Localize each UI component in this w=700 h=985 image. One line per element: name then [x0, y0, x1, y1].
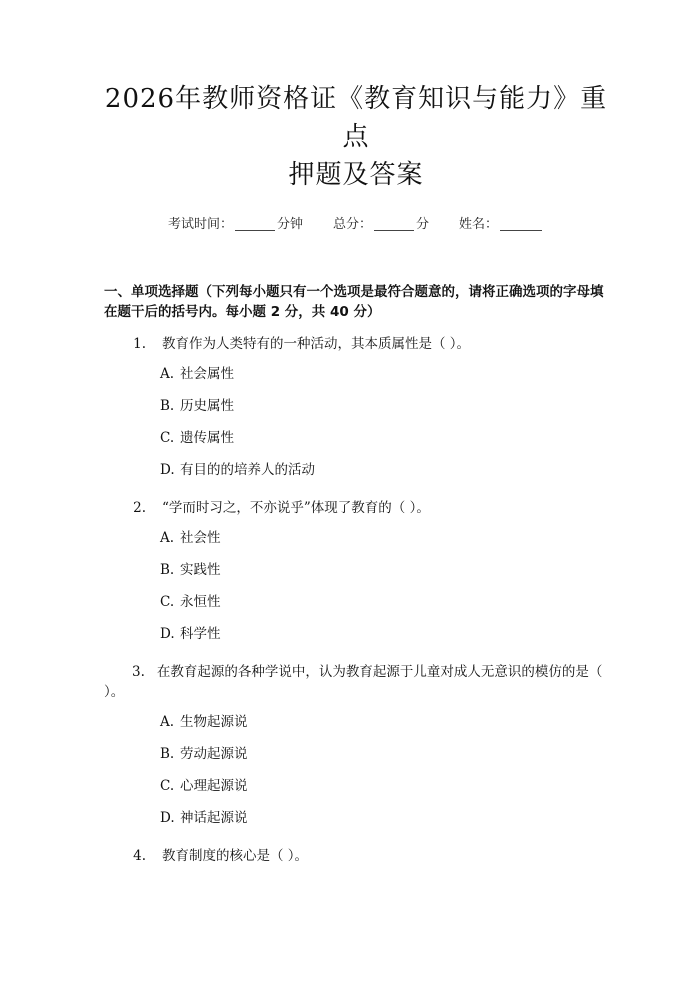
exam-meta [104, 216, 608, 234]
question-1 [104, 334, 608, 486]
exam-score-label: 总分： [332, 217, 372, 232]
option-key: D. [160, 626, 175, 642]
option-text: 心理起源说 [180, 778, 248, 794]
exam-name-blank [500, 218, 542, 231]
question-number: 4. [133, 848, 146, 864]
option-key: B. [160, 398, 175, 414]
option-list [104, 706, 608, 834]
exam-time-label: 考试时间： [167, 217, 233, 232]
exam-score [333, 216, 429, 234]
option-key: A. [160, 714, 175, 730]
option-b[interactable] [104, 390, 608, 422]
option-a[interactable] [104, 358, 608, 390]
question-text: 教育制度的核心是（ ）。 [162, 848, 309, 864]
option-c[interactable] [104, 422, 608, 454]
option-key: A. [160, 366, 175, 382]
option-text: 历史属性 [180, 398, 234, 414]
question-text: 在教育起源的各种学说中，认为教育起源于儿童对成人无意识的模仿的是（ ）。 [104, 664, 603, 700]
option-text: 永恒性 [180, 594, 221, 610]
option-b[interactable] [104, 554, 608, 586]
option-text: 科学性 [180, 626, 221, 642]
exam-time-blank [235, 218, 275, 231]
exam-score-blank [374, 218, 414, 231]
option-d[interactable] [104, 618, 608, 650]
option-a[interactable] [104, 706, 608, 738]
option-key: A. [160, 530, 175, 546]
option-key: B. [160, 562, 175, 578]
option-list [104, 522, 608, 650]
option-key: B. [160, 746, 175, 762]
option-list [104, 358, 608, 486]
exam-name [459, 216, 544, 234]
option-text: 神话起源说 [180, 810, 248, 826]
option-key: C. [160, 778, 175, 794]
title-line-1: 2026年教师资格证《教育知识与能力》重点 [104, 84, 608, 152]
question-number: 3. [132, 664, 145, 680]
section-heading: 一、单项选择题（下列每小题只有一个选项是最符合题意的，请将正确选项的字母填在题干后的括号内。每小题 2 分，共 40 分） [104, 284, 604, 320]
option-key: C. [160, 430, 175, 446]
question-2 [104, 498, 608, 650]
exam-time [168, 216, 303, 234]
question-number: 1. [133, 336, 146, 352]
option-c[interactable] [104, 586, 608, 618]
option-text: 遗传属性 [180, 430, 234, 446]
option-c[interactable] [104, 770, 608, 802]
option-key: C. [160, 594, 175, 610]
question-3 [104, 662, 608, 834]
document-title [104, 80, 608, 194]
option-key: D. [160, 462, 175, 478]
option-text: 社会属性 [180, 366, 234, 382]
option-text: 劳动起源说 [180, 746, 248, 762]
question-text: 教育作为人类特有的一种活动，其本质属性是（ ）。 [162, 336, 471, 352]
option-text: 实践性 [180, 562, 221, 578]
option-d[interactable] [104, 454, 608, 486]
exam-time-unit: 分钟 [276, 217, 303, 232]
exam-score-unit: 分 [416, 217, 430, 232]
option-b[interactable] [104, 738, 608, 770]
option-a[interactable] [104, 522, 608, 554]
option-text: 生物起源说 [180, 714, 248, 730]
question-4 [104, 846, 608, 866]
option-key: D. [160, 810, 175, 826]
question-number: 2. [133, 500, 146, 516]
question-text: “学而时习之，不亦说乎”体现了教育的（ ）。 [162, 500, 430, 516]
exam-name-label: 姓名： [459, 217, 499, 232]
option-text: 社会性 [180, 530, 221, 546]
title-line-2: 押题及答案 [288, 160, 424, 190]
option-d[interactable] [104, 802, 608, 834]
option-text: 有目的的培养人的活动 [180, 462, 315, 478]
exam-page [0, 80, 700, 985]
